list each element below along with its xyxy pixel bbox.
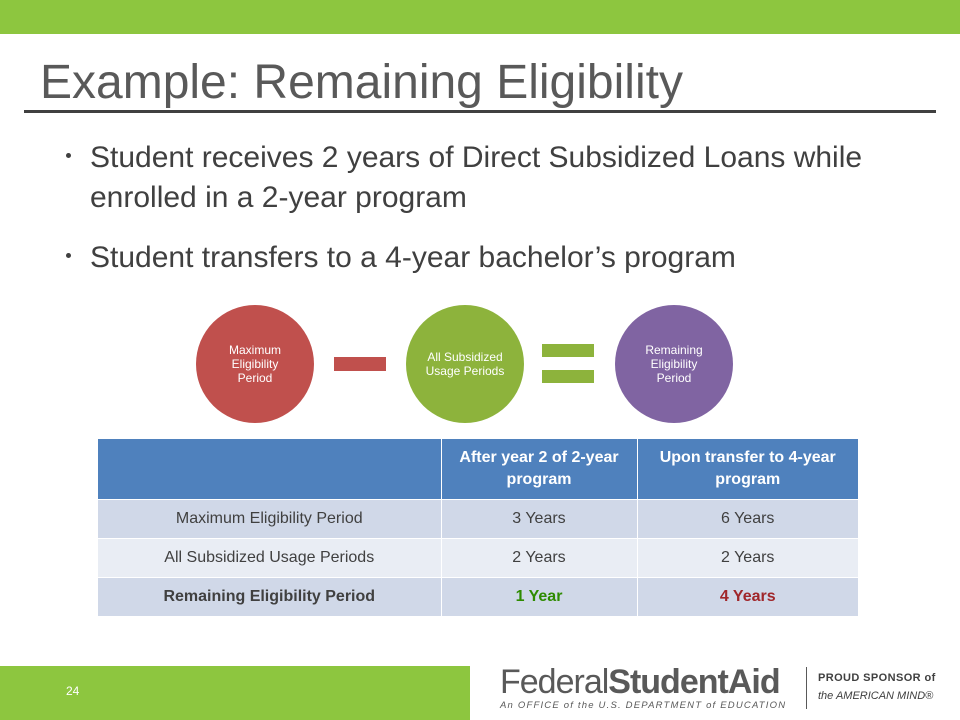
page-number: 24 — [66, 684, 80, 698]
circle-label: Remaining Eligibility Period — [645, 343, 703, 385]
bullet-item — [66, 138, 906, 218]
table-cell: 2 Years — [441, 539, 637, 578]
logo-tagline: An OFFICE of the U.S. DEPARTMENT of EDUCATION — [500, 700, 787, 711]
table-header-cell: After year 2 of 2-year program — [441, 439, 637, 500]
slide-title: Example: Remaining Eligibility — [40, 56, 683, 109]
remaining-value-4yr: 4 Years — [637, 578, 858, 617]
sponsor-line-1: PROUD SPONSOR of — [818, 672, 936, 684]
bullet-text: Student transfers to a 4-year bachelor’s program — [90, 241, 736, 274]
table-header-cell — [98, 439, 441, 500]
remaining-eligibility-circle — [615, 305, 733, 423]
circle-label: Maximum Eligibility Period — [228, 343, 281, 385]
table-cell: 3 Years — [441, 500, 637, 539]
equals-sign-icon — [542, 344, 594, 357]
usage-periods-circle — [406, 305, 524, 423]
logo-text-student: Student — [608, 663, 728, 701]
table-total-row — [98, 578, 858, 617]
fsa-logo — [500, 662, 780, 702]
table-cell: 2 Years — [637, 539, 858, 578]
table-row — [98, 539, 858, 578]
sponsor-text — [818, 669, 936, 705]
table-cell: Maximum Eligibility Period — [98, 500, 441, 539]
max-eligibility-circle — [196, 305, 314, 423]
table-header-row — [98, 439, 858, 500]
bullet-list — [66, 138, 906, 298]
table-cell: Remaining Eligibility Period — [98, 578, 441, 617]
bullet-dot-icon — [66, 253, 71, 258]
bullet-dot-icon — [66, 153, 71, 158]
sponsor-line-2: the AMERICAN MIND® — [818, 690, 934, 702]
minus-sign-icon — [334, 357, 386, 371]
table-cell: All Subsidized Usage Periods — [98, 539, 441, 578]
bullet-item — [66, 238, 906, 278]
eligibility-table — [98, 439, 858, 616]
circle-label: All Subsidized Usage Periods — [425, 350, 505, 378]
table-header-cell: Upon transfer to 4-year program — [637, 439, 858, 500]
table-cell: 6 Years — [637, 500, 858, 539]
bullet-text: Student receives 2 years of Direct Subsidized Loans while enrolled in a 2-year program — [90, 141, 863, 214]
logo-text-aid: Aid — [727, 663, 780, 701]
logo-divider — [806, 667, 807, 709]
title-underline — [24, 110, 936, 113]
remaining-value-2yr: 1 Year — [441, 578, 637, 617]
equals-sign-icon — [542, 370, 594, 383]
logo-text-federal: Federal — [500, 663, 609, 701]
top-accent-bar — [0, 0, 960, 34]
table-row — [98, 500, 858, 539]
